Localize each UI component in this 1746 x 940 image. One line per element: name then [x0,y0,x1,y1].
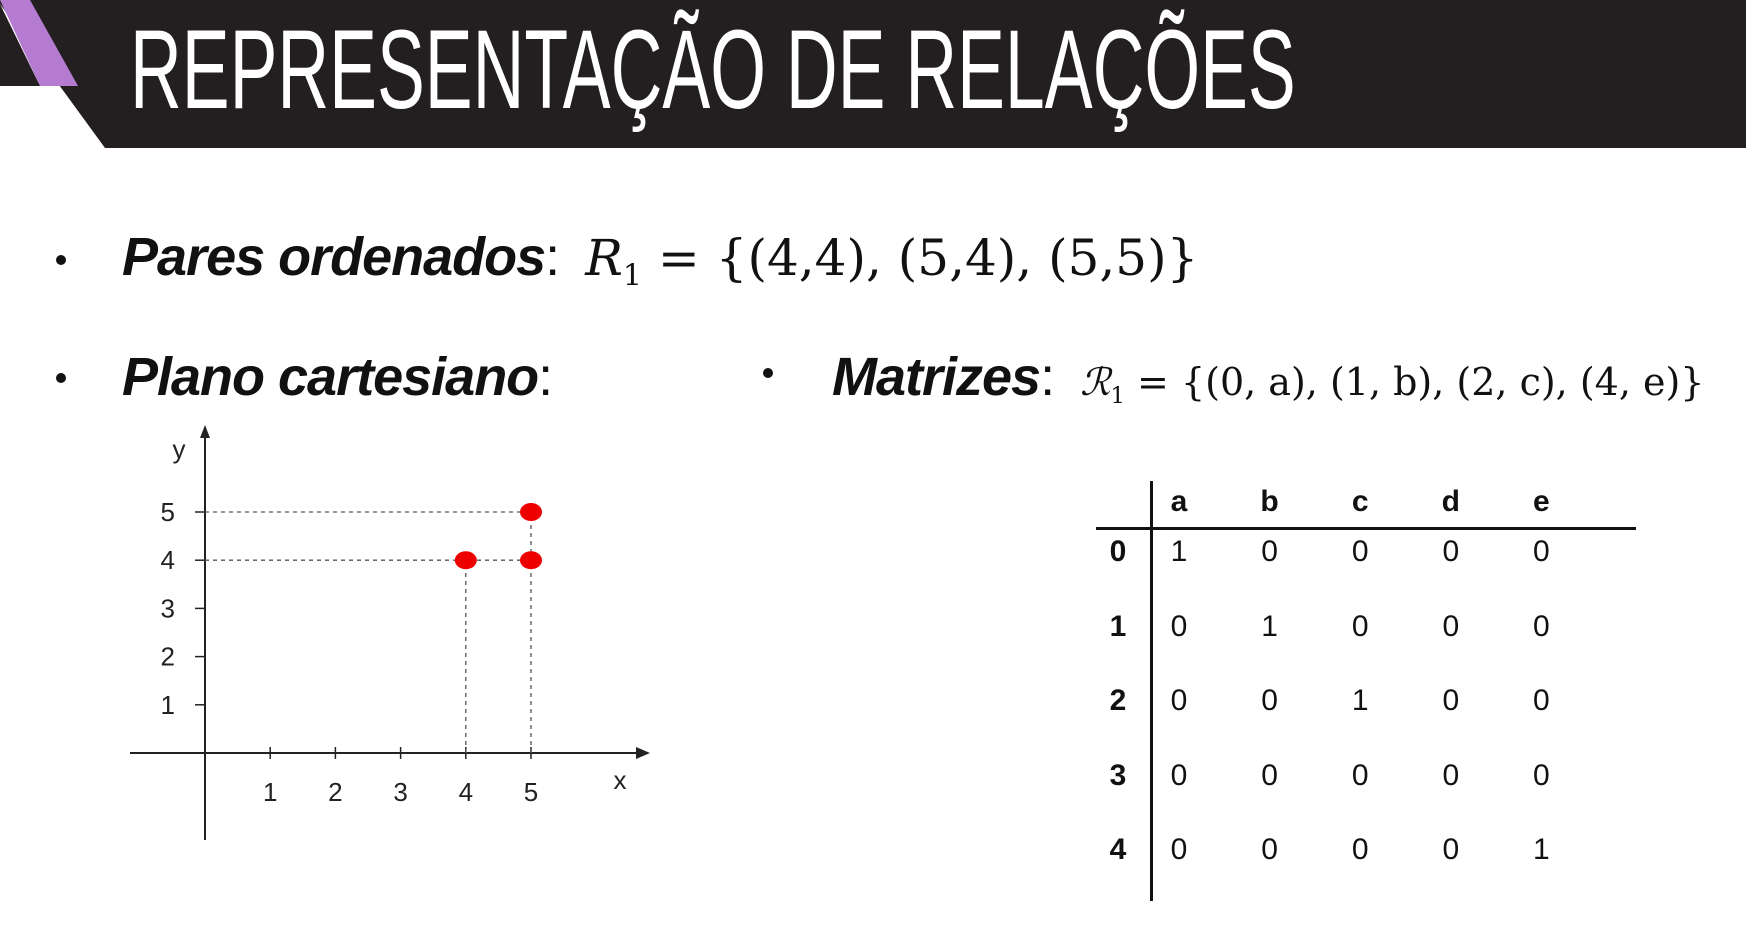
y-tick-label: 1 [160,689,175,720]
data-point [520,503,542,521]
matrix-cell: 0 [1351,833,1369,866]
matrix-cell: 1 [1170,535,1188,568]
relation-matrix [1090,475,1650,905]
pares-formula [585,229,1199,294]
matrix-column-header: b [1260,485,1279,518]
x-axis-label: x [613,765,627,795]
matrix-column-header: a [1170,485,1188,518]
matrix-cell: 0 [1261,758,1278,792]
x-tick-label: 1 [262,777,278,807]
matrix-cell: 0 [1442,833,1460,866]
matrix-cell: 0 [1442,684,1460,717]
matrix-cell: 0 [1261,684,1278,717]
bullet-matrizes [832,342,1705,431]
bullet-dot-matrizes [763,368,773,378]
cartesian-chart [120,434,740,940]
matrix-column-header: e [1533,485,1550,518]
matrix-row-header: 0 [1109,535,1127,568]
y-tick-label: 4 [160,545,175,576]
x-tick-label: 5 [523,777,539,807]
matrix-cell: 1 [1533,833,1550,866]
matrix-cell: 0 [1442,758,1460,792]
matrix-header-divider [1096,527,1636,530]
x-axis-arrow [636,747,650,759]
matrix-cell: 0 [1442,609,1460,643]
matrix-cell: 0 [1261,833,1278,866]
y-axis-arrow [200,425,210,438]
y-tick-label: 3 [160,593,175,624]
matrix-cell: 0 [1261,535,1278,568]
matrix-row-header: 3 [1109,758,1127,792]
data-point [455,551,477,569]
matrix-row-header: 1 [1109,609,1127,643]
matrix-cell: 0 [1533,609,1550,643]
matrix-cell: 0 [1170,833,1188,866]
y-tick-label: 2 [160,641,175,672]
matrix-cell: 0 [1351,535,1369,568]
matrix-cell: 0 [1351,758,1369,792]
y-axis-label: y [172,434,186,464]
page-title: REPRESENTAÇÃO DE RELAÇÕES [130,7,1296,132]
bullet-dot-pares [56,255,66,265]
bullet-pares-label: Pares ordenados [122,227,546,287]
matrix-cell: 0 [1442,535,1460,568]
matrix-cell: 0 [1170,684,1188,717]
matrix-cell: 1 [1261,609,1278,643]
bullet-pares-ordenados [122,222,1198,312]
matrix-row-header: 2 [1109,684,1127,717]
bullet-plano-label: Plano cartesiano [122,347,539,407]
matrix-cell: 0 [1533,684,1550,717]
matrix-column-header: c [1351,485,1369,518]
pares-formula-rhs: = {(4,4), (5,4), (5,5)} [641,229,1199,287]
y-tick-label: 5 [160,497,175,527]
matrizes-formula-rhs: = {(0, a), (1, b), (2, c), (4, e)} [1124,360,1705,404]
matrix-cell: 1 [1351,684,1369,717]
matrix-cell: 0 [1533,535,1550,568]
matrix-column-header: d [1441,485,1460,518]
bullet-matrizes-label: Matrizes [832,347,1041,407]
bullet-pares-colon: : [545,227,561,287]
pares-formula-sub: 1 [622,258,642,294]
matrix-cell: 0 [1170,609,1188,643]
x-tick-label: 2 [328,777,343,807]
matrix-cell: 0 [1170,758,1188,792]
data-point [520,551,542,569]
matrix-row-header: 4 [1109,833,1127,866]
matrizes-formula [1080,360,1705,409]
matrizes-formula-lhs: ℛ [1080,360,1111,404]
x-tick-label: 4 [458,777,474,807]
bullet-dot-plano [56,373,66,383]
matrizes-formula-sub: 1 [1110,382,1125,409]
x-tick-label: 3 [393,777,408,807]
bullet-plano-colon: : [538,347,554,407]
pares-formula-lhs: R [585,229,623,287]
matrix-cell: 0 [1351,609,1369,643]
bullet-matrizes-colon: : [1040,347,1056,407]
bullet-plano-cartesiano [122,342,553,412]
matrix-cell: 0 [1533,758,1550,792]
